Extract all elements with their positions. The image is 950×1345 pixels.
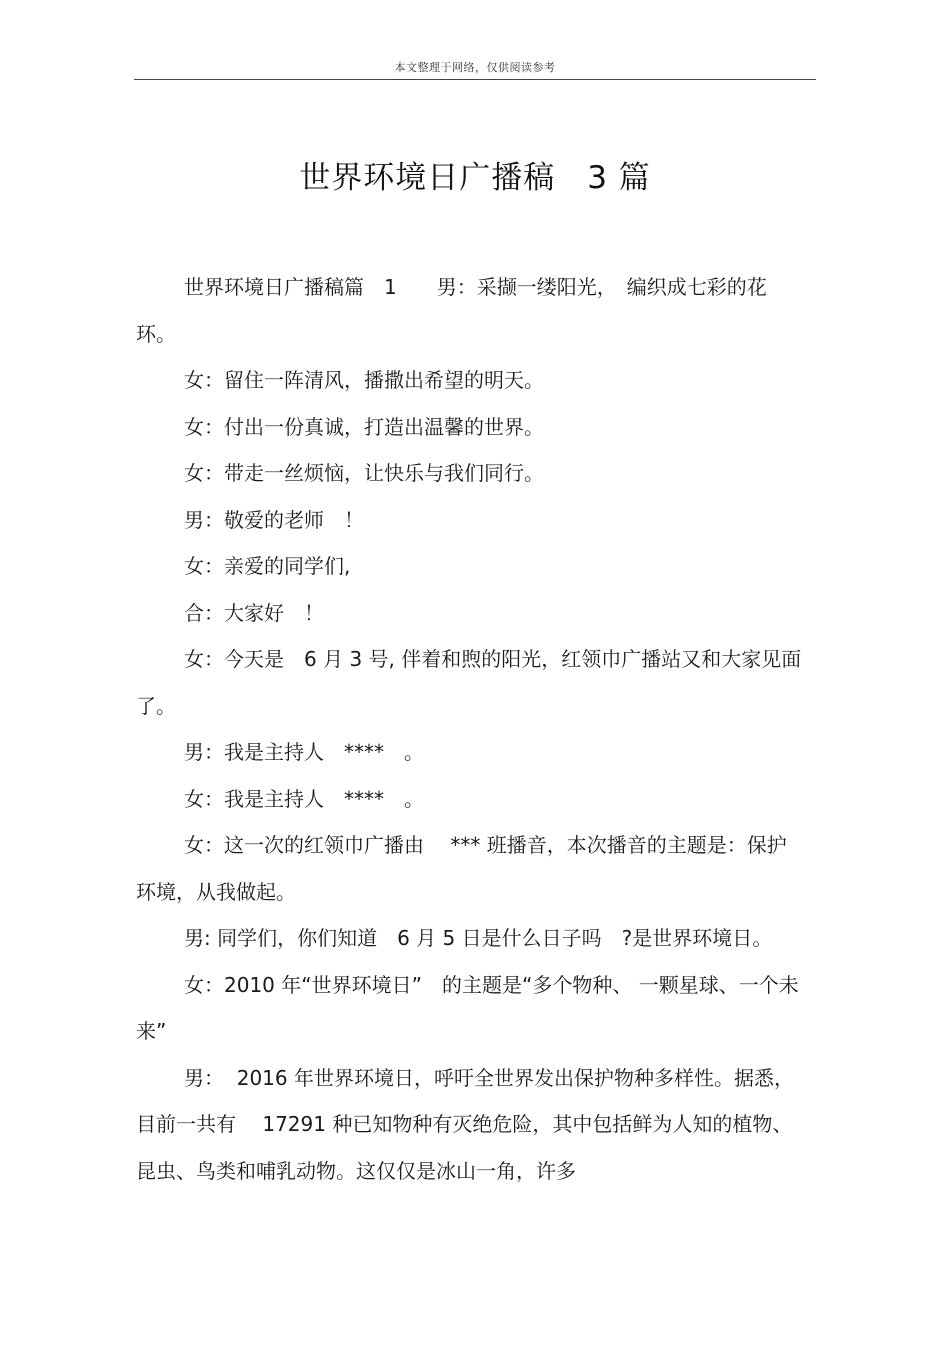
paragraph: 女：留住一阵清风，播撒出希望的明天。: [184, 368, 544, 392]
document-title: 世界环境日广播稿 3 篇: [299, 160, 651, 196]
paragraph: 女：带走一丝烦恼，让快乐与我们同行。: [184, 461, 544, 485]
paragraph: 女：今天是 6 月 3 号, 伴着和煦的阳光，红领巾广播站又和大家见面了。: [136, 647, 802, 718]
paragraph: 女：亲爱的同学们,: [184, 554, 351, 578]
paragraph: 女：2010 年“世界环境日” 的主题是“多个物种、 一颗星球、一个未来”: [136, 972, 799, 1043]
header-divider: [134, 79, 816, 80]
paragraph: 女：我是主持人 **** 。: [184, 786, 424, 811]
paragraph: 男: 同学们，你们知道 6 月 5 日是什么日子吗 ?是世界环境日。: [184, 926, 773, 950]
header-note: 本文整理于网络，仅供阅读参考: [394, 61, 556, 74]
paragraph: 合：大家好 ！: [184, 600, 324, 625]
paragraph: 男： 2016 年世界环境日，呼吁全世界发出保护物种多样性。据悉，目前一共有 17291 种已知物种有灭绝危险，其中包括鲜为人知的植物、昆虫、鸟类和哺乳动物。这仅仅是冰山一角，许多: [136, 1065, 794, 1183]
paragraph: 男：我是主持人 **** 。: [184, 740, 424, 764]
paragraph: 世界环境日广播稿篇 1 男：采撷一缕阳光， 编织成七彩的花环。: [136, 275, 767, 346]
paragraph: 男：敬爱的老师 ！: [184, 507, 364, 532]
paragraph: 女：付出一份真诚，打造出温馨的世界。: [184, 414, 544, 439]
document-body: [136, 264, 806, 1194]
paragraph: 女：这一次的红领巾广播由 *** 班播音，本次播音的主题是：保护环境，从我做起。: [136, 833, 787, 904]
